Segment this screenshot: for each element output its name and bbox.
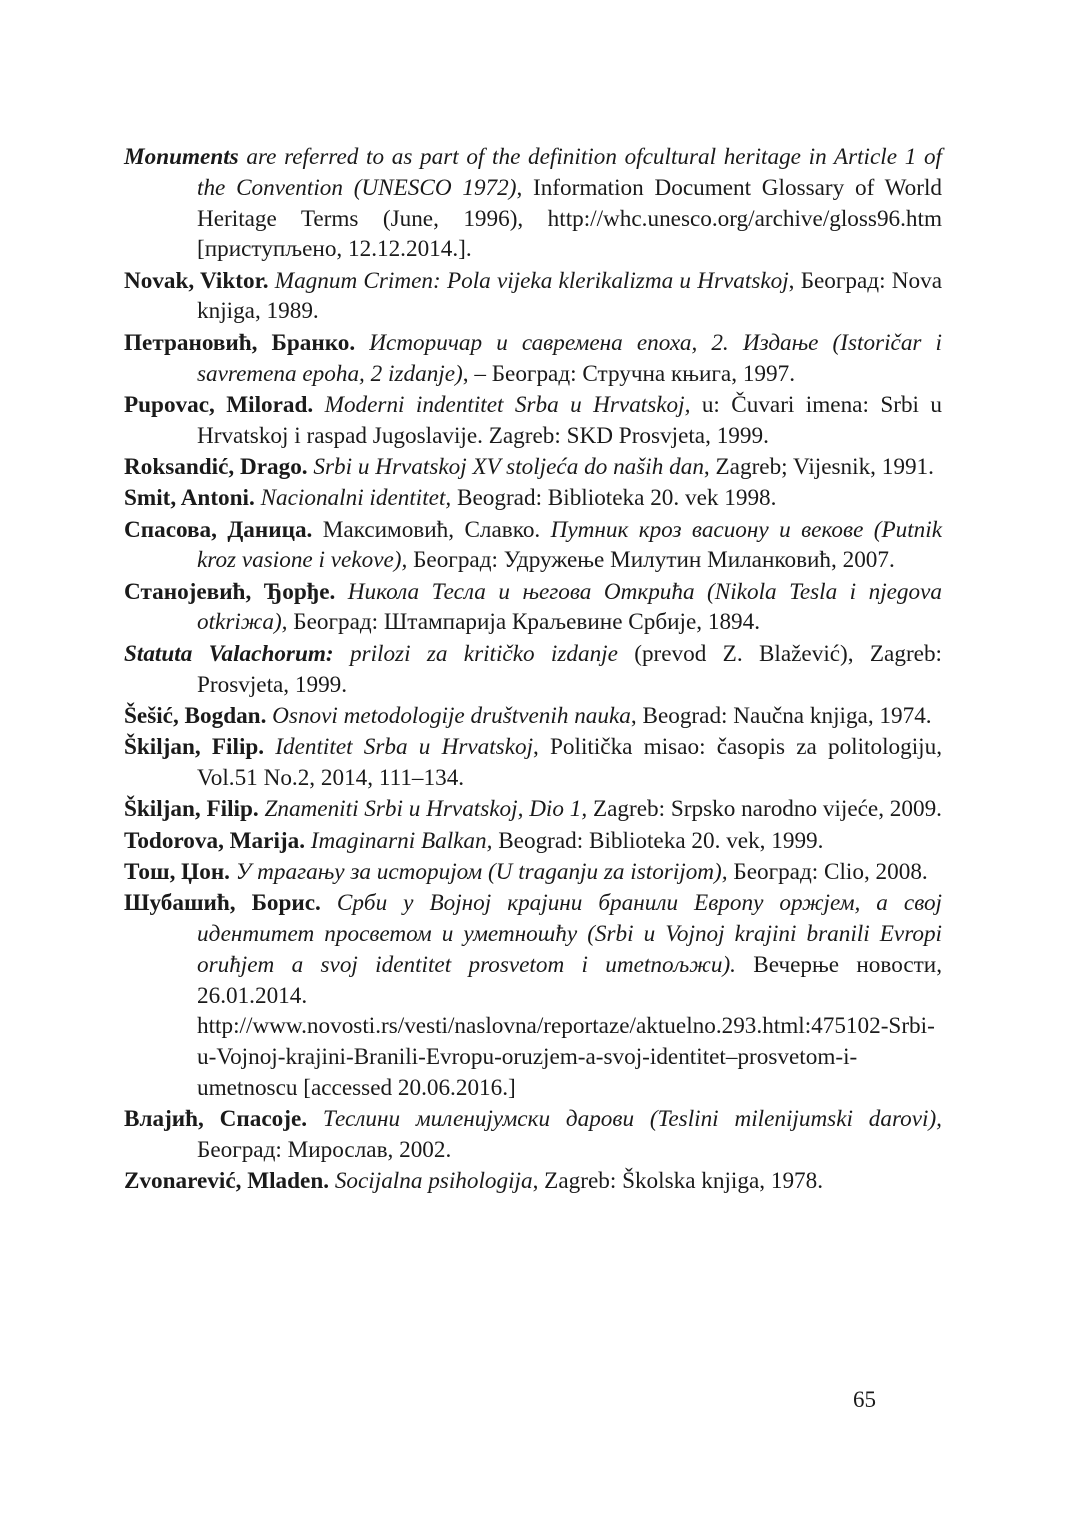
entry-title: Znameniti Srbi u Hrvatskoj, Dio 1, [258, 796, 588, 823]
entry-details: Beograd: Biblioteka 20. vek, 1999. [492, 827, 824, 854]
entry-author: Спасова, Даница. [124, 516, 313, 543]
entry-details: u: Čuvari imena: Srbi u Hrvatskoj i raspad Jugoslavije. Zagreb: SKD Prosvjeta, 1999. [197, 391, 942, 449]
entry-title: У трагању за историјом (U traganju za istorijom), [229, 858, 728, 885]
entry-title: Nacionalni identitet, [254, 485, 452, 512]
entry-details: , Zagreb: Školska knjiga, 1978. [532, 1168, 824, 1195]
entry-details: (prevod Z. Blažević), Zagreb: Prosvjeta, 1999. [197, 640, 942, 698]
entry-coauthor: Максимовић, Славко. [312, 516, 541, 543]
bibliography-entry [124, 266, 942, 328]
bibliography-entry [124, 857, 942, 888]
bibliography-entry [124, 142, 942, 265]
bibliography-entry [124, 390, 942, 452]
entry-author: Roksandić, Drago. [124, 453, 308, 480]
entry-details: , Zagreb; Vijesnik, 1991. [703, 453, 934, 480]
bibliography-entry [124, 577, 942, 639]
entry-author: Pupovac, Milorad. [124, 391, 314, 418]
entry-details: , Beograd: Naučna knjiga, 1974. [630, 702, 932, 729]
bibliography-entry [124, 515, 942, 577]
entry-details: Београд: Мирослав, 2002. [197, 1137, 452, 1163]
entry-author: Škiljan, Filip. [124, 796, 259, 823]
entry-title: Срби у Војној крајини бранили Европу оржјем, а свој идентитет просветом и уметношћу (Srbi u Vojnoj krajini branili Evropi oruћjem a svoj identitet prosvetom i umetnoљжи). [197, 890, 942, 978]
entry-author: Škiljan, Filip. [124, 734, 265, 761]
entry-details: , Београд: Nova knjiga, 1989. [197, 267, 942, 325]
entry-details: , Politička misao: časopis za politologiju, Vol.51 No.2, 2014, 111–134. [197, 734, 942, 791]
entry-title: Никола Тесла и његова Открића (Nikola Tesla i njegova otkriжa), [197, 578, 943, 636]
entry-details: Београд: Штампарија Краљевине Србије, 1894. [287, 609, 761, 636]
bibliography-entry [124, 888, 942, 1104]
entry-title: Identitet Srba u Hrvatskoj [264, 734, 534, 761]
page-number: 65 [853, 1387, 876, 1412]
entry-author: Zvonarević, Mladen. [124, 1168, 330, 1195]
entry-title: prilozi za kritičko izdanje [333, 640, 618, 667]
entry-author: Novak, Viktor. [124, 267, 269, 294]
entry-title: Srbi u Hrvatskoj XV stoljeća do naših dan [307, 453, 704, 480]
entry-title: are referred to as part of the definition ofcultural heritage in Article 1 of the Convention (UNESCO 1972) [197, 144, 942, 201]
entry-details: Вечерње новости, 26.01.2014. http://www.novosti.rs/vesti/naslovna/reportaze/aktuelno.293.html:475102-Srbi-u-Vojnoj-krajini-Branili-Evropu-oruzjem-a-svoj-identitet–prosvetom-i-umetnoscu [accessed 20.06.2016.] [197, 951, 942, 1101]
entry-title: Историчар и савремена епоха, 2. Издање (Istoričar i savremena epoha, 2 izdanje) [197, 329, 942, 387]
entry-details: Zagreb: Srpsko narodno vijeće, 2009. [587, 796, 942, 823]
entry-details: Београд: Удружење Милутин Миланковић, 2007. [407, 547, 895, 574]
entry-title: Теслини миленијумски дарови (Teslini milenijumski darovi), [307, 1106, 942, 1133]
entry-author: Шубашић, Борис. [124, 890, 321, 917]
bibliography-entry [124, 794, 942, 825]
entry-author: Monuments [124, 144, 239, 170]
entry-title: Путник кроз васиону и векове (Putnik kroz vasione i vekove), [197, 516, 943, 574]
bibliography-entry [124, 826, 942, 857]
entry-details: , Information Document Glossary of World Heritage Terms (June, 1996), http://whc.unesco.org/archive/gloss96.htm [приступљено, 12.12.2014.]. [197, 174, 942, 263]
entry-details: , – Београд: Стручна књига, 1997. [462, 360, 795, 387]
entry-author: Smit, Antoni. [124, 485, 255, 512]
entry-author: Statuta Valachorum: [124, 640, 334, 667]
bibliography-entry [124, 1104, 942, 1166]
bibliography-entry [124, 1166, 942, 1197]
entry-title: Osnovi metodologije društvenih nauka [266, 702, 631, 729]
bibliography-entry [124, 701, 942, 732]
entry-author: Влајић, Спасоје. [124, 1106, 308, 1133]
bibliography-entry [124, 639, 942, 701]
bibliography-list [124, 142, 942, 1198]
entry-author: Šešić, Bogdan. [124, 702, 267, 729]
entry-details: Beograd: Biblioteka 20. vek 1998. [451, 485, 777, 512]
entry-author: Тош, Џон. [124, 858, 230, 885]
bibliography-entry [124, 483, 942, 514]
entry-title: Socijalna psihologija [329, 1168, 533, 1195]
entry-author: Станојевић, Ђорђе. [124, 578, 336, 605]
entry-title: Magnum Crimen: Pola vijeka klerikalizma u Hrvatskoj [268, 267, 789, 294]
bibliography-entry [124, 452, 942, 483]
bibliography-entry [124, 732, 942, 794]
entry-author: Петрановић, Бранко. [124, 329, 356, 356]
entry-title: Imaginarni Balkan, [305, 827, 493, 854]
entry-title: Moderni indentitet Srba u Hrvatskoj, [313, 391, 691, 418]
bibliography-entry [124, 328, 942, 390]
entry-details: Београд: Clio, 2008. [727, 858, 928, 885]
entry-author: Todorova, Marija. [124, 827, 305, 854]
